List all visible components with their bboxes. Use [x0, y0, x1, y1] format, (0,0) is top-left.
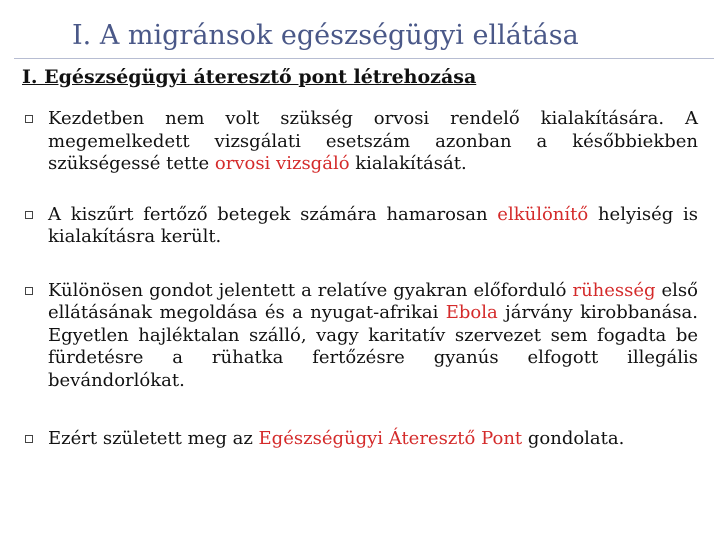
bullet-text-part: Különösen gondot jelentett a relatíve gyakran előforduló: [48, 279, 573, 301]
bullet-text: [48, 280, 698, 393]
section-heading: I. Egészségügyi áteresztő pont létrehozása: [22, 66, 477, 88]
square-bullet-icon: [25, 435, 33, 443]
bullet-item: [22, 204, 698, 249]
bullet-text-part: kialakítását.: [349, 153, 467, 174]
bullet-text: [48, 428, 698, 451]
highlighted-term: Egészségügyi Áteresztő Pont: [258, 428, 523, 449]
bullet-item: [22, 108, 698, 176]
title-divider: [14, 58, 714, 59]
slide-title: I. A migránsok egészségügyi ellátása: [72, 20, 579, 51]
bullet-text: [48, 204, 698, 249]
bullet-text-part: Ezért született meg az: [48, 428, 259, 449]
bullet-list: [22, 108, 698, 451]
highlighted-term: orvosi vizsgáló: [214, 153, 350, 174]
highlighted-term: elkülönítő: [497, 203, 589, 225]
bullet-text: [48, 108, 698, 176]
bullet-item: [22, 280, 698, 393]
highlighted-term: rühesség: [572, 279, 656, 301]
bullet-text-part: helyiség is kialakításra került.: [48, 203, 699, 247]
square-bullet-icon: [25, 115, 33, 123]
bullet-text-part: járvány kirobbanása. Egyetlen hajléktalan szálló, vagy karitatív szervezet sem fogadta be fürdetésre a rühatka fertőzésre gyanús elfogott illegális bevándorlókat.: [48, 302, 698, 391]
bullet-text-part: első ellátásának megoldása és a nyugat-afrikai: [48, 279, 698, 323]
highlighted-term: Ebola: [445, 302, 498, 323]
bullet-text-part: gondolata.: [522, 428, 625, 449]
bullet-text-part: Kezdetben nem volt szükség orvosi rendelő kialakítására. A megemelkedett vizsgálati esetszám azonban a későbbiekben szükségessé tette: [48, 108, 698, 174]
square-bullet-icon: [25, 287, 33, 295]
bullet-text-part: A kiszűrt fertőző betegek számára hamarosan: [48, 203, 498, 225]
square-bullet-icon: [25, 211, 33, 219]
bullet-item: [22, 428, 698, 451]
